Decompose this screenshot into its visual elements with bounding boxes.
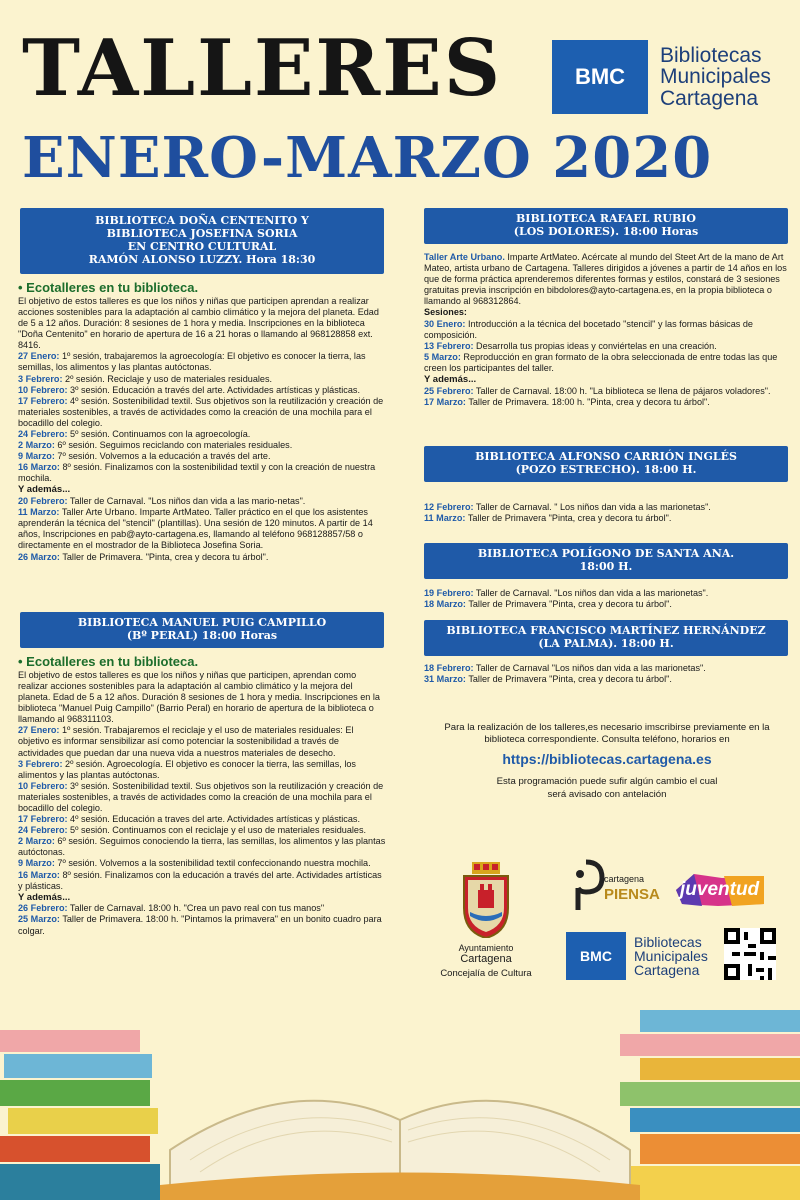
list-item: 2 Marzo: 6º sesión. Seguimos reciclando con materiales residuales.	[18, 440, 293, 451]
piensa-line-2: PIENSA	[604, 886, 660, 903]
list-item: 11 Marzo: Taller de Primavera "Pinta, crea y decora tu árbol".	[424, 513, 672, 524]
ademas-label: Y además...	[424, 374, 477, 386]
sesiones-label: Sesiones:	[424, 307, 467, 318]
list-item: 3 Febrero: 2º sesión. Reciclaje y uso de materiales residuales.	[18, 373, 273, 384]
list-item: 25 Febrero: Taller de Carnaval. 18:00 h. "La biblioteca se llena de pájaros voladores".	[424, 385, 771, 396]
info-block	[414, 722, 800, 801]
list-item: Taller Arte Urbano. Imparte ArtMateo. Acércate al mundo del Steet Art de la mano de Art Mateo, artista urbano de Cartagena. Talleres dirigidos a jóvenes a partir de 14 años en los que de forma práctica aprenderemos diferentes formas y estilos, constará de 3 sesiones gratuitas previa inscripción en bibdolores@ayto-cartagena.es, en la propia biblioteca o llamando al 968312864.	[424, 252, 787, 307]
list-item: 10 Febrero: 3º sesión. Sostenibilidad textil. Sus objetivos son la reutilización y creación de materiales sostenibles, a través de actividades como la creación de una mochila para el bocadillo del colegio.	[18, 780, 384, 813]
ademas-label: Y además...	[18, 484, 71, 496]
header-line: 18:00 H.	[579, 560, 633, 573]
ademas-label: Y además...	[18, 891, 71, 903]
eco-heading: • Ecotalleres en tu biblioteca.	[18, 280, 199, 295]
note-line-1: Esta programación puede sufir algún cambio el cual	[496, 776, 718, 788]
list-item: 17 Febrero: 4º sesión. Sostenibilidad textil. Sus objetivos son la reutilización y creación de materiales sostenibles, a través de actividades como la creación de una mochila para el bocadillo del colegio.	[18, 395, 384, 428]
header-line: BIBLIOTECA JOSEFINA SORIA	[106, 227, 298, 241]
books-illustration	[0, 1000, 800, 1200]
list-item: 26 Febrero: Taller de Carnaval. 18:00 h. "Crea un pavo real con tus manos"	[18, 903, 325, 914]
bmc-logo-box: BMC	[552, 40, 648, 114]
list-item: 26 Marzo: Taller de Primavera. "Pinta, crea y decora tu árbol".	[18, 551, 269, 562]
info-line-2: biblioteca correspondiente. Consulta teléfono, horarios en	[484, 734, 730, 746]
piensa-line-1: cartagena	[604, 874, 645, 884]
header-line: (POZO ESTRECHO). 18:00 H.	[515, 463, 697, 476]
page-title: TALLERES	[22, 23, 503, 114]
header-line: BIBLIOTECA RAFAEL RUBIO	[516, 212, 696, 226]
qr-code[interactable]	[724, 928, 776, 980]
list-item: 18 Febrero: Taller de Carnaval "Los niños dan vida a las marionetas".	[424, 663, 706, 673]
bmc-logo-box: BMC	[566, 932, 626, 980]
bmc-logo-footer	[566, 932, 708, 980]
cartagena-piensa-logo	[566, 858, 686, 918]
qr-code-icon	[724, 928, 776, 980]
list-item: 30 Enero: Introducción a la técnica del bocetado "stencil" y las formas básicas de composición.	[424, 318, 753, 340]
list-item: 11 Marzo: Taller Arte Urbano. Imparte ArtMateo. Taller práctico en el que los asistentes aprenderán la técnica del "stencil" (plantillas). Una sesión de 120 minutos. A partir de 14 años, Inscripciones en pab@ayto-cartagena.es, llamando al teléfono 968128857/58 o directamente en el mostrador de la Biblioteca Josefina Soria.	[18, 507, 373, 551]
library-header-rafael-rubio	[424, 208, 788, 244]
brand-line-1: Bibliotecas	[634, 933, 702, 950]
brand-line-3: Cartagena	[634, 962, 700, 979]
list-item: 12 Febrero: Taller de Carnaval. " Los niños dan vida a las marionetas".	[424, 502, 711, 512]
list-item: 9 Marzo: 7º sesión. Volvemos a la sostenibilidad textil confeccionando nuestra mochila.	[18, 858, 371, 869]
list-item: 18 Marzo: Taller de Primavera "Pinta, crea y decora tu árbol".	[424, 599, 672, 610]
brand-line-2: Municipales	[634, 947, 708, 964]
note-line-2: será avisado con antelación	[547, 788, 667, 800]
section-francisco-martinez	[424, 663, 790, 685]
library-header-puig-campillo	[20, 612, 384, 648]
list-item: 24 Febrero: 5º sesión. Continuamos con la agroecología.	[18, 428, 251, 439]
list-item: 31 Marzo: Taller de Primavera "Pinta, crea y decora tu árbol".	[424, 674, 672, 685]
list-item: 24 Febrero: 5º sesión. Continuamos con el reciclaje y el uso de materiales residuales.	[18, 825, 367, 836]
header-line: BIBLIOTECA MANUEL PUIG CAMPILLO	[77, 616, 327, 630]
header-line: (Bº PERAL) 18:00 Horas	[126, 629, 278, 642]
juventud-text: juventud	[680, 879, 760, 900]
list-item: 13 Febrero: Desarrolla tus propias ideas y conviértelas en una creación.	[424, 340, 717, 351]
header-line: (LOS DOLORES). 18:00 Horas	[513, 225, 699, 238]
list-item: 19 Febrero: Taller de Carnaval. "Los niños dan vida a las marionetas".	[424, 588, 709, 598]
list-item: 2 Marzo: 6º sesión. Seguimos conociendo la tierra, las semillas, los alimentos y las plantas autóctonas.	[18, 836, 386, 858]
piensa-icon	[566, 858, 606, 914]
list-item: 16 Marzo: 8º sesión. Finalizamos con la sostenibilidad textil y con la creación de nuestra mochila.	[18, 462, 376, 484]
header-line: (LA PALMA). 18:00 H.	[538, 637, 674, 650]
eco-heading: • Ecotalleres en tu biblioteca.	[18, 654, 199, 669]
list-item: 16 Marzo: 8º sesión. Finalizamos con la educación a través del arte. Actividades artísticas y plásticas.	[18, 869, 382, 891]
section-alfonso-carrion	[424, 502, 790, 524]
section-puig-campillo	[18, 654, 386, 937]
website-link[interactable]: https://bibliotecas.cartagena.es	[502, 750, 712, 767]
library-header-santa-ana	[424, 543, 788, 579]
bmc-logo	[552, 40, 771, 114]
ayuntamiento-logo	[428, 862, 544, 979]
ayto-line-2: Cartagena	[460, 953, 512, 965]
list-item: 3 Febrero: 2º sesión. Agroecología. El objetivo es conocer la tierra, las semillas, los alimentos y las plantas autóctonas.	[18, 758, 356, 780]
library-header-alfonso-carrion	[424, 446, 788, 482]
juventud-logo	[672, 870, 768, 910]
header-line: RAMÓN ALONSO LUZZY. Hora 18:30	[88, 252, 316, 266]
library-header-centenito	[20, 208, 384, 274]
list-item: 20 Febrero: Taller de Carnaval. "Los niños dan vida a las mario-netas".	[18, 496, 306, 507]
list-item: 5 Marzo: Reproducción en gran formato de la obra seleccionada de entre todas las que creen los participantes del taller.	[424, 351, 778, 373]
section-rafael-rubio	[424, 252, 790, 408]
info-line-1: Para la realización de los talleres,es necesario imscribirse previamente en la	[444, 722, 770, 733]
library-header-francisco-martinez	[424, 620, 788, 656]
page-subtitle: ENERO-MARZO 2020	[22, 125, 713, 191]
coat-of-arms-icon	[454, 862, 518, 938]
brand-line-2: Municipales	[660, 65, 771, 89]
section-centenito	[18, 280, 386, 563]
list-item: 27 Enero: 1º sesión. Trabajaremos el reciclaje y el uso de materiales residuales: El objetivo es informar sensibilizar así como potenciar la sostenibilidad a través de actividades que puedan dar una nueva vida a nuestros materiales de desecho.	[18, 725, 354, 758]
header-line: EN CENTRO CULTURAL	[127, 240, 277, 253]
list-item: 25 Marzo: Taller de Primavera. 18:00 h. "Pintamos la primavera" en un bonito cuadro para colgar.	[18, 914, 382, 936]
header-line: BIBLIOTECA ALFONSO CARRIÓN INGLÉS	[475, 450, 737, 464]
list-item: 17 Febrero: 4º sesión. Educación a traves del arte. Actividades artísticas y plásticas.	[18, 814, 360, 825]
ayto-line-1: Ayuntamiento	[458, 943, 514, 953]
concejalia-label: Concejalía de Cultura	[440, 968, 532, 979]
brand-line-3: Cartagena	[660, 86, 759, 110]
intro-text: El objetivo de estos talleres es que los niños y niñas que participen aprendan a realizar acciones sostenibles para la adaptación al cambio climático y la mejora del planeta. Edad de 5 a 12 años. Duración: 8 sesiones de 1 hora y media. Inscripciones en la biblioteca "Doña Centenito" en horario de apertura de 16 a 21 horas o llamando al 968128858 ext. 8416.	[18, 295, 379, 351]
list-item: 9 Marzo: 7º sesión. Volvemos a la educación a través del arte.	[18, 451, 271, 462]
list-item: 10 Febrero: 3º sesión. Educación a través del arte. Actividades artísticas y plásticas.	[18, 384, 360, 395]
section-santa-ana	[424, 588, 790, 610]
header-line: BIBLIOTECA DOÑA CENTENITO Y	[95, 214, 309, 228]
brand-line-1: Bibliotecas	[660, 43, 762, 67]
list-item: 17 Marzo: Taller de Primavera. 18:00 h. "Pinta, crea y decora tu árbol".	[424, 396, 710, 407]
list-item: 27 Enero: 1º sesión, trabajaremos la agroecología: El objetivo es conocer la tierra, las semillas, los alimentos y las plantas autóctonas.	[18, 351, 366, 373]
header-line: BIBLIOTECA POLÍGONO DE SANTA ANA.	[477, 547, 735, 561]
header-line: BIBLIOTECA FRANCISCO MARTÍNEZ HERNÁNDEZ	[446, 624, 766, 638]
intro-text: El objetivo de estos talleres es que los niños y niñas que participen, aprendan como realizar acciones sostenibles para la adaptación al cambio climático y la mejora del planeta. Edad de 5 a 12 años. Duración 8 sesiones de 1 hora y media. Inscripciones en la biblioteca "Manuel Puig Campillo" (Barrio Peral) en horario de apertura de la biblioteca o llamando al 968311103.	[18, 669, 380, 725]
